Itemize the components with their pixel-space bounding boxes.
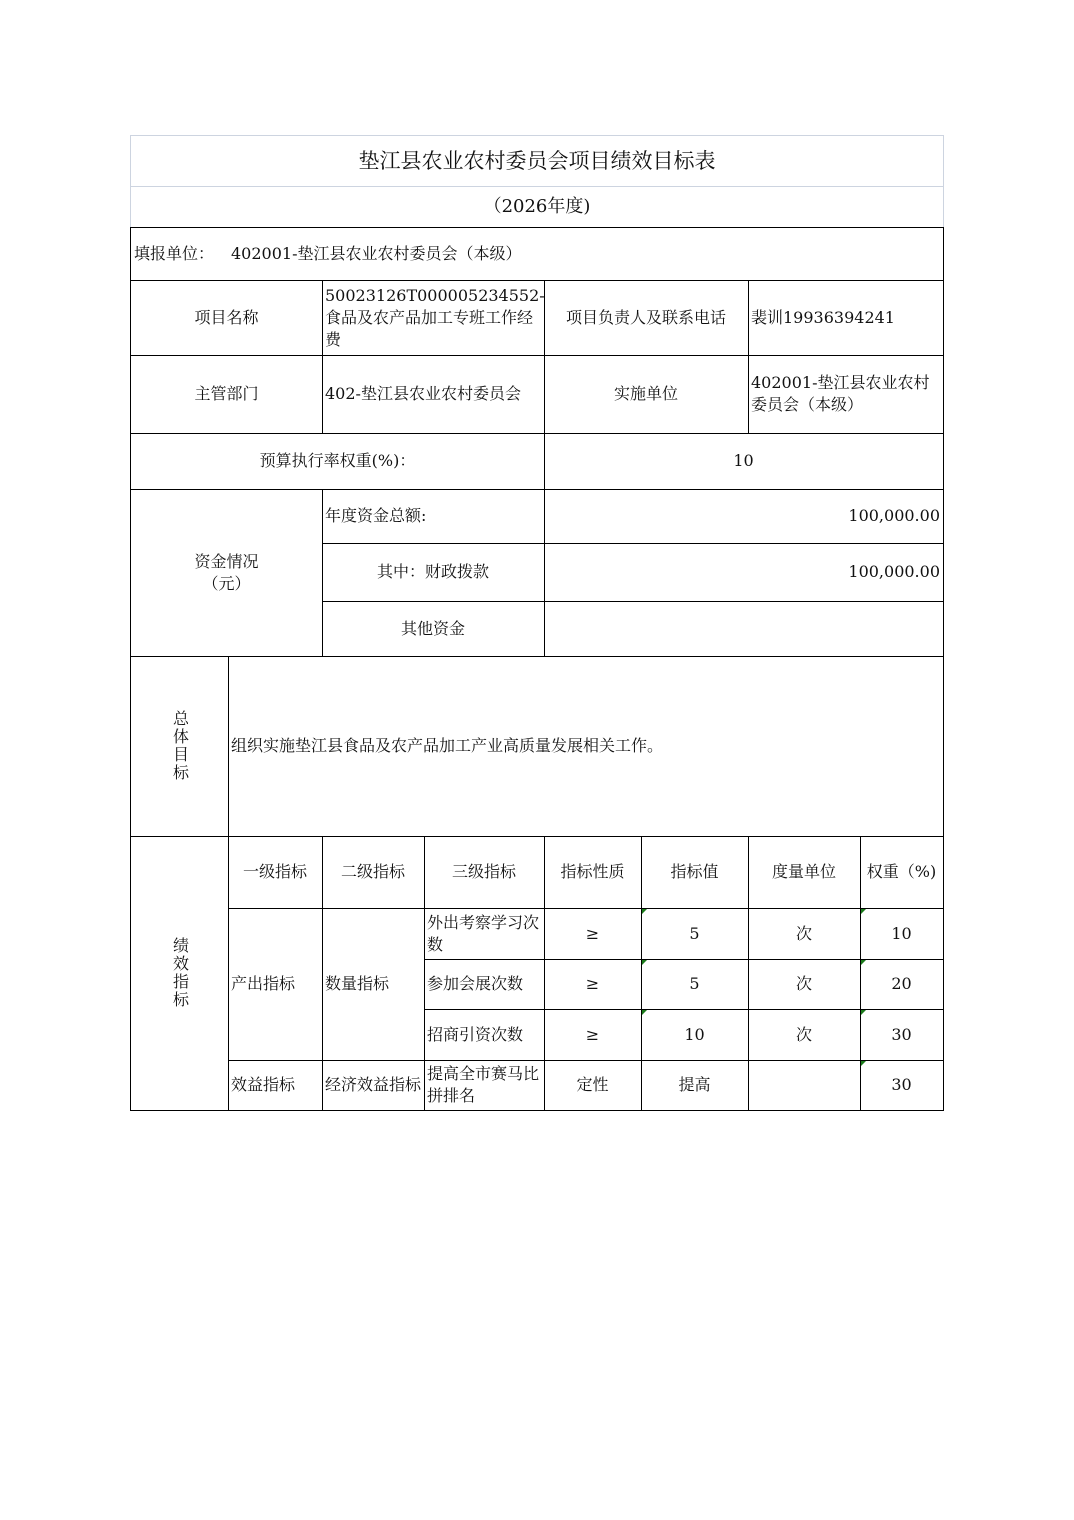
- grid-line: [130, 836, 944, 837]
- project-owner-value: 裴训19936394241: [751, 307, 895, 327]
- funds-fiscal-value: 100,000.00: [848, 562, 940, 581]
- grid-line: [748, 836, 749, 1110]
- grid-line: [424, 959, 944, 960]
- project-name-value: 50023126T000005234552-食品及农产品加工专班工作经费: [325, 285, 545, 349]
- benefit-level2: 经济效益指标: [325, 1075, 422, 1094]
- output-level1: 产出指标: [231, 974, 296, 993]
- goal-label: 总体目标: [170, 710, 190, 782]
- grid-line: [130, 1110, 944, 1111]
- grid-line: [130, 433, 944, 434]
- row1-nature: ≥: [585, 923, 600, 943]
- row3-weight: 30: [891, 1024, 912, 1044]
- form-year: [131, 187, 943, 227]
- grid-line: [130, 656, 944, 657]
- grid-line: [322, 280, 323, 433]
- row4-unit: [748, 1060, 860, 1110]
- row2-nature: ≥: [585, 974, 600, 993]
- row3-level3: 招商引资次数: [427, 1024, 524, 1044]
- grid-line: [228, 908, 944, 909]
- row4-value: 提高: [678, 1075, 711, 1094]
- grid-line: [748, 280, 749, 433]
- funds-other-label: 其他资金: [400, 618, 465, 638]
- row4-weight: 30: [891, 1075, 912, 1094]
- row4-nature: 定性: [576, 1075, 609, 1094]
- grid-line: [424, 836, 425, 1110]
- row3-value: 10: [684, 1024, 705, 1044]
- grid-line: [130, 355, 944, 356]
- row1-value: 5: [689, 923, 700, 943]
- grid-line: [322, 489, 323, 656]
- title-right-border: [943, 135, 944, 227]
- header-value: 指标值: [670, 862, 719, 881]
- header-unit: 度量单位: [771, 862, 836, 881]
- output-level2: 数量指标: [325, 974, 390, 993]
- cell-comment-marker: [642, 960, 647, 965]
- grid-line: [322, 601, 944, 602]
- grid-line: [544, 280, 545, 433]
- title-divider: [130, 186, 944, 187]
- header-level2: 二级指标: [340, 862, 405, 881]
- filing-unit-value: 402001-垫江县农业农村委员会（本级）: [231, 244, 522, 263]
- cell-comment-marker: [861, 909, 866, 914]
- grid-line: [130, 227, 944, 228]
- cell-comment-marker: [861, 1010, 866, 1015]
- cell-comment-marker: [642, 1010, 647, 1015]
- budget-weight-label: 预算执行率权重(%)：: [259, 451, 416, 470]
- funds-total-value: 100,000.00: [848, 506, 940, 525]
- form-year-text: （2026年度): [483, 196, 591, 217]
- row4-level3: 提高全市赛马比拼排名: [427, 1064, 540, 1105]
- row2-value: 5: [689, 974, 700, 993]
- row2-level3: 参加会展次数: [427, 974, 524, 993]
- dept-value: 402-垫江县农业农村委员会: [325, 384, 521, 403]
- filing-unit-label: 填报单位：: [134, 244, 215, 263]
- indicators-label-cell: [131, 836, 228, 1110]
- cell-comment-marker: [642, 909, 647, 914]
- goal-label-cell: [131, 656, 228, 836]
- grid-line: [130, 280, 944, 281]
- header-weight: 权重（%): [866, 862, 937, 881]
- header-level1: 一级指标: [242, 862, 307, 881]
- grid-line: [228, 656, 229, 1110]
- grid-line: [322, 836, 323, 1110]
- funds-other-value: [544, 601, 943, 656]
- grid-line: [860, 836, 861, 1110]
- cell-comment-marker: [861, 1061, 866, 1066]
- impl-value: 402001-垫江县农业农村委员会（本级）: [751, 373, 930, 414]
- cell-comment-marker: [861, 960, 866, 965]
- grid-line: [544, 433, 545, 656]
- project-owner-label: 项目负责人及联系电话: [565, 307, 726, 327]
- benefit-level1: 效益指标: [231, 1075, 296, 1094]
- grid-line: [322, 543, 944, 544]
- row3-nature: ≥: [585, 1024, 600, 1044]
- row1-weight: 10: [891, 923, 912, 943]
- row1-unit: 次: [795, 923, 812, 943]
- grid-line: [641, 836, 642, 1110]
- row3-unit: 次: [795, 1024, 812, 1044]
- form-title: [131, 136, 943, 186]
- row2-weight: 20: [891, 974, 912, 993]
- header-level3: 三级指标: [451, 862, 516, 881]
- grid-line: [130, 227, 131, 1110]
- grid-line: [424, 1009, 944, 1010]
- title-left-border: [130, 135, 131, 227]
- row1-level3: 外出考察学习次数: [427, 912, 540, 954]
- funds-label: 资金情况 （元）: [194, 551, 259, 593]
- funds-total-label: 年度资金总额:: [325, 506, 427, 525]
- impl-label: 实施单位: [613, 384, 678, 403]
- goal-text: 组织实施垫江县食品及农产品加工产业高质量发展相关工作。: [231, 736, 664, 755]
- form-title-text: 垫江县农业农村委员会项目绩效目标表: [358, 149, 716, 173]
- project-name-label: 项目名称: [194, 307, 259, 327]
- grid-line: [544, 836, 545, 1110]
- header-nature: 指标性质: [560, 862, 625, 881]
- grid-line: [130, 489, 944, 490]
- title-top-border: [130, 135, 944, 136]
- funds-fiscal-label: 其中：财政拨款: [376, 562, 489, 581]
- row2-unit: 次: [795, 974, 812, 993]
- grid-line: [943, 227, 944, 1110]
- indicators-label: 绩效指标: [170, 937, 190, 1009]
- grid-line: [228, 1060, 944, 1061]
- budget-weight-value: 10: [733, 451, 754, 470]
- dept-label: 主管部门: [194, 384, 259, 403]
